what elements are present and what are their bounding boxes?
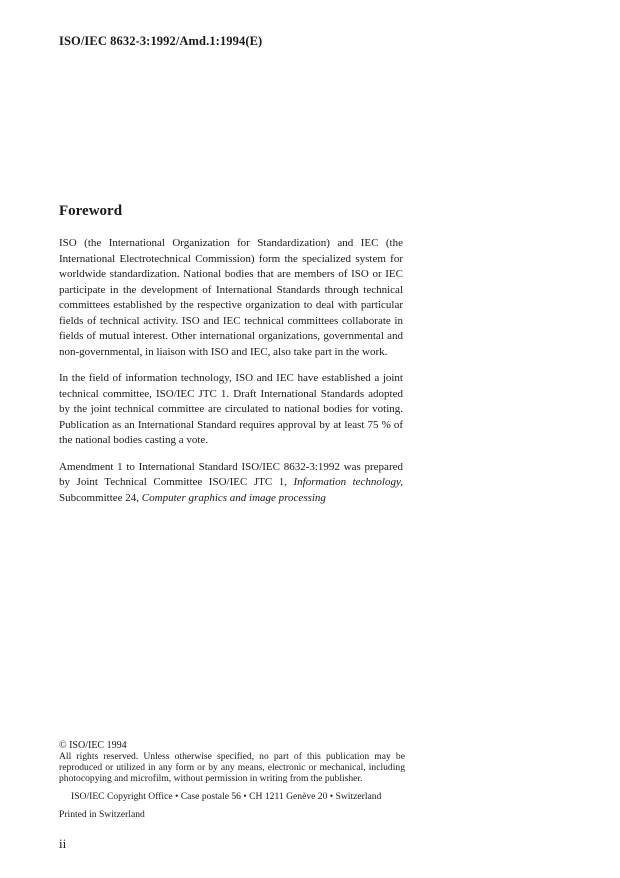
foreword-body [59,236,403,517]
paragraph-joint-committee: In the field of information technology, ISO and IEC have established a joint technical committee, ISO/IEC JTC 1. Draft International Standards adopted by the joint technical committee are circulated to national bodies for voting. Publication as an International Standard requires approval by at least 75 % of the national bodies casting a vote. [59,372,403,446]
printed-in: Printed in Switzerland [59,809,145,820]
rights-statement: All rights reserved. Unless otherwise specified, no part of this publication may be reproduced or utilized in any form or by any means, electronic or mechanical, including photocopying and microfilm, without permission in writing from the publisher. [59,751,405,784]
copyright-footer [59,740,405,820]
page-number: ii [59,836,67,851]
document-identifier: ISO/IEC 8632-3:1992/Amd.1:1994(E) [59,34,263,48]
subcommittee-title: Computer graphics and image processing [141,491,326,504]
copyright-office-address: ISO/IEC Copyright Office • Case postale 56 • CH 1211 Genève 20 • Switzerland [71,791,382,802]
copyright-notice: © ISO/IEC 1994 [59,740,127,751]
amendment-lead: Amendment 1 to International Standard ISO/IEC 8632-3:1992 was prepared by Joint Technical Committee ISO/IEC JTC 1, [59,460,403,488]
paragraph-amendment [59,460,403,507]
subcommittee-label: Subcommittee 24, [59,491,140,504]
committee-title: Information technology, [293,476,404,488]
paragraph-organizations: ISO (the International Organization for Standardization) and IEC (the International Electrotechnical Commission) form the specialized system for worldwide standardization. National bodies that are members of ISO or IEC participate in the development of International Standards through technical committees established by the respective organization to deal with particular fields of technical activity. ISO and IEC technical committees collaborate in fields of mutual interest. Other international organizations, governmental and non-governmental, in liaison with ISO and IEC, also take part in the work. [59,237,403,358]
page-title: Foreword [59,203,123,219]
